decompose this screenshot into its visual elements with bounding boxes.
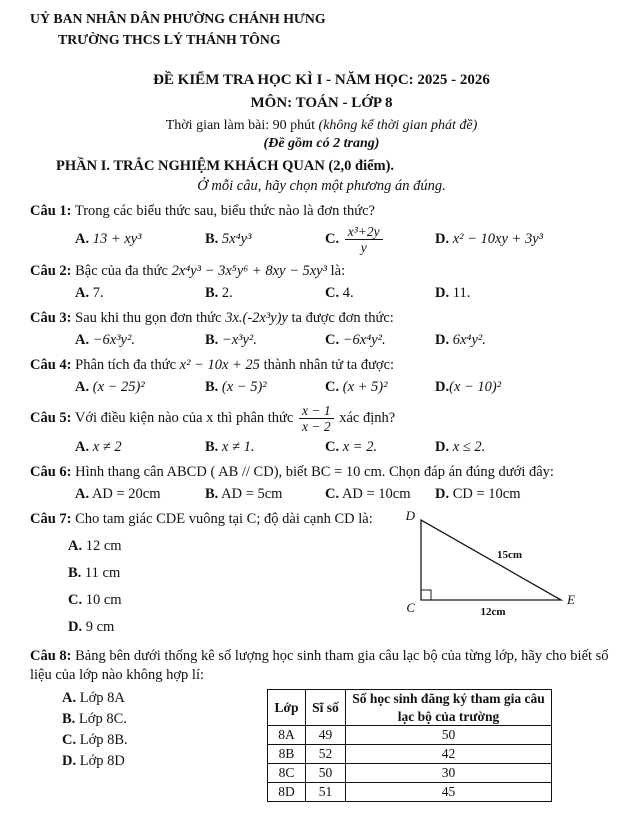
cell-registered: 50: [346, 726, 552, 745]
q6-option-b-text: AD = 5cm: [221, 485, 283, 502]
q1-option-c-denominator: y: [360, 240, 367, 256]
exam-title: ĐỀ KIỂM TRA HỌC KÌ I - NĂM HỌC: 2025 - 2026: [153, 72, 490, 89]
q5-option-d: [435, 438, 613, 457]
q1-option-d-letter: D.: [435, 231, 450, 248]
question-6-options: [30, 485, 613, 504]
q4-option-b-letter: B.: [205, 379, 219, 396]
q3-option-b: [205, 331, 325, 350]
question-2-options: [30, 284, 613, 303]
question-1: [30, 202, 613, 255]
q3-option-d: [435, 331, 613, 350]
table-row: [268, 782, 552, 801]
q5-option-b: [205, 438, 325, 457]
q8-option-a: [62, 689, 267, 708]
q8-option-d: [62, 752, 267, 771]
question-6-text: Hình thang cân ABCD ( AB // CD), biết BC = 10 cm. Chọn đáp án đúng dưới đây:: [75, 463, 554, 480]
column-header-class: Lớp: [268, 689, 306, 726]
question-4-number: Câu 4:: [30, 357, 72, 374]
q6-option-d: [435, 485, 613, 504]
q4-option-d-letter: D.: [435, 379, 450, 396]
q5-option-d-letter: D.: [435, 438, 450, 455]
q3-option-c-letter: C.: [325, 331, 340, 348]
q3-option-a-letter: A.: [75, 331, 90, 348]
q2-option-b: [205, 284, 325, 303]
q1-option-c-fraction: [345, 224, 383, 255]
q3-option-b-letter: B.: [205, 331, 219, 348]
q2-option-a: [75, 284, 205, 303]
q4-option-a-letter: A.: [75, 379, 90, 396]
q8-option-c: [62, 731, 267, 750]
q8-option-c-text: Lớp 8B.: [79, 732, 128, 748]
cell-size: 49: [306, 726, 346, 745]
vertex-d-label: D: [405, 507, 415, 523]
question-7-number: Câu 7:: [30, 510, 72, 527]
q4-option-b: [205, 378, 325, 397]
subject-title: MÔN: TOÁN - LỚP 8: [250, 95, 393, 112]
q3-option-c-text: −6x⁴y².: [342, 331, 386, 348]
q5-option-b-text: x ≠ 1.: [221, 438, 255, 455]
q3-option-d-letter: D.: [435, 331, 450, 348]
cell-registered: 45: [346, 782, 552, 801]
question-2-stem: [30, 262, 613, 281]
q7-option-c-letter: C.: [68, 592, 83, 609]
q2-option-c-letter: C.: [325, 284, 340, 301]
question-5-fraction: [299, 403, 334, 434]
cell-class: 8B: [268, 745, 306, 764]
q8-option-a-letter: A.: [62, 689, 77, 706]
question-4-text-post: thành nhân tử ta được:: [259, 357, 395, 374]
q2-option-d: [435, 284, 613, 303]
q5-option-c: [325, 438, 435, 457]
question-5-number: Câu 5:: [30, 410, 72, 427]
question-1-number: Câu 1:: [30, 203, 72, 220]
column-header-registered: Số học sinh đăng ký tham gia câu lạc bộ của trường: [346, 689, 552, 726]
q1-option-b-text: 5x⁴y³: [221, 231, 252, 248]
right-angle-marker: [421, 590, 431, 600]
q7-option-b-letter: B.: [68, 565, 82, 582]
q3-option-d-text: 6x⁴y².: [452, 331, 486, 348]
question-2-math: 2x⁴y³ − 3x⁵y⁶ + 8xy − 5xy³: [171, 262, 327, 279]
question-8-body: [30, 687, 613, 802]
q8-option-d-letter: D.: [62, 753, 77, 770]
pages-note: (Đề gồm có 2 trang): [263, 136, 380, 152]
q1-option-c: [325, 224, 435, 255]
table-row: [268, 726, 552, 745]
base-length-label: 12cm: [480, 605, 506, 618]
q6-option-a-text: AD = 20cm: [91, 485, 161, 502]
q5-option-a: [75, 438, 205, 457]
triangle-shape: [421, 520, 561, 600]
q5-option-d-text: x ≤ 2.: [452, 438, 486, 455]
vertex-e-label: E: [567, 591, 575, 607]
question-8-options: [30, 687, 267, 802]
hypotenuse-length-label: 15cm: [497, 548, 523, 561]
question-1-options: [30, 224, 613, 255]
question-3-text-post: ta được đơn thức:: [287, 309, 394, 326]
q6-option-c-letter: C.: [325, 485, 340, 502]
q8-option-a-text: Lớp 8A: [79, 689, 125, 706]
q6-option-d-text: CD = 10cm: [452, 485, 521, 502]
cell-class: 8D: [268, 782, 306, 801]
q7-option-a-letter: A.: [68, 538, 83, 554]
q6-option-a-letter: A.: [75, 485, 90, 502]
q6-option-b: [205, 485, 325, 504]
q5-option-c-text: x = 2.: [342, 438, 378, 455]
q4-option-c: [325, 378, 435, 397]
q2-option-c: [325, 284, 435, 303]
column-header-size: Sĩ số: [306, 689, 346, 726]
table-row: [268, 764, 552, 783]
q6-option-a: [75, 485, 205, 504]
q1-option-a-text: 13 + xy³: [92, 231, 142, 248]
q3-option-a-text: −6x³y².: [92, 331, 135, 348]
question-3-stem: [30, 309, 613, 328]
question-4: [30, 356, 613, 397]
question-8-stem: [30, 647, 613, 685]
q4-option-c-text: (x + 5)²: [342, 379, 388, 396]
question-3-math: 3x.(-2x³y)y: [225, 309, 288, 326]
question-4-options: [30, 378, 613, 397]
q5-option-b-letter: B.: [205, 438, 219, 455]
q8-option-b-letter: B.: [62, 710, 76, 727]
q1-option-b-letter: B.: [205, 231, 219, 248]
question-5-text-post: xác định?: [335, 410, 396, 427]
question-3-text-pre: Sau khi thu gọn đơn thức: [75, 309, 226, 326]
cell-registered: 42: [346, 745, 552, 764]
q4-option-d: [435, 378, 613, 397]
q7-option-b-text: 11 cm: [84, 565, 121, 582]
question-6: [30, 463, 613, 504]
cell-class: 8A: [268, 726, 306, 745]
q4-option-b-text: (x − 5)²: [221, 379, 267, 396]
q6-option-c: [325, 485, 435, 504]
question-4-text-pre: Phân tích đa thức: [75, 357, 180, 374]
q1-option-d-text: x² − 10xy + 3y³: [452, 231, 543, 248]
q2-option-b-letter: B.: [205, 284, 219, 301]
cell-size: 52: [306, 745, 346, 764]
q2-option-a-text: 7.: [92, 284, 104, 301]
q3-option-b-text: −x³y².: [221, 331, 257, 348]
cell-size: 50: [306, 764, 346, 783]
q2-option-d-letter: D.: [435, 284, 450, 301]
question-8: [30, 647, 613, 802]
school-name: TRƯỜNG THCS LÝ THÁNH TÔNG: [58, 32, 281, 48]
question-2: [30, 262, 613, 303]
q1-option-c-numerator: x³+2y: [345, 224, 383, 240]
cell-size: 51: [306, 782, 346, 801]
q6-option-c-text: AD = 10cm: [341, 485, 411, 502]
q3-option-c: [325, 331, 435, 350]
q2-option-c-text: 4.: [342, 284, 354, 301]
question-1-stem: [30, 202, 613, 221]
q5-option-a-letter: A.: [75, 438, 90, 455]
q4-option-c-letter: C.: [325, 379, 340, 396]
question-7: [30, 507, 613, 638]
time-prefix: Thời gian làm bài: 90 phút: [165, 118, 319, 133]
part1-heading: PHẦN I. TRẮC NGHIỆM KHÁCH QUAN (2,0 điểm).: [56, 157, 395, 174]
q7-option-c-text: 10 cm: [85, 592, 122, 609]
question-2-text-post: là:: [326, 262, 346, 279]
table-row: [268, 745, 552, 764]
q1-option-b: [205, 230, 325, 249]
q2-option-d-text: 11.: [452, 284, 471, 301]
q1-option-a: [75, 230, 205, 249]
q3-option-a: [75, 331, 205, 350]
question-3-number: Câu 3:: [30, 309, 72, 326]
q8-option-d-text: Lớp 8D: [79, 753, 125, 770]
right-triangle-diagram: [393, 508, 583, 626]
question-6-number: Câu 6:: [30, 463, 72, 480]
q8-option-b-text: Lớp 8C.: [78, 710, 127, 727]
time-note: (không kể thời gian phát đề): [318, 118, 478, 133]
q1-option-d: [435, 230, 613, 249]
q1-option-c-letter: C.: [325, 231, 340, 248]
q5-option-a-text: x ≠ 2: [92, 438, 122, 455]
org-name: UỶ BAN NHÂN DÂN PHƯỜNG CHÁNH HƯNG: [30, 11, 326, 26]
question-2-number: Câu 2:: [30, 262, 72, 279]
q4-option-a: [75, 378, 205, 397]
q7-option-d-letter: D.: [68, 619, 83, 636]
letterhead: [30, 10, 613, 49]
q2-option-b-text: 2.: [221, 284, 233, 301]
question-5-text-pre: Với điều kiện nào của x thì phân thức: [74, 410, 297, 427]
club-statistics-table: [267, 689, 552, 802]
q6-option-d-letter: D.: [435, 485, 450, 502]
q7-option-d-text: 9 cm: [85, 619, 115, 636]
q8-option-c-letter: C.: [62, 732, 77, 748]
q4-option-d-text: (x − 10)²: [449, 379, 502, 396]
question-5: [30, 403, 613, 456]
question-1-text: Trong các biểu thức sau, biểu thức nào là đơn thức?: [74, 203, 375, 220]
q6-option-b-letter: B.: [205, 485, 219, 502]
question-5-options: [30, 438, 613, 457]
part1-instruction: Ở mỗi câu, hãy chọn một phương án đúng.: [197, 178, 446, 195]
question-8-number: Câu 8:: [30, 647, 72, 664]
vertex-c-label: C: [406, 599, 415, 615]
question-8-text: Bảng bên dưới thống kê số lượng học sinh tham gia câu lạc bộ của từng lớp, hãy cho biết số liệu của lớp nào không hợp lí:: [30, 647, 609, 683]
time-line: [30, 117, 613, 135]
q7-option-a-text: 12 cm: [85, 538, 122, 554]
q8-option-b: [62, 710, 267, 729]
question-5-stem: [30, 403, 613, 434]
question-2-text-pre: Bậc của đa thức: [75, 262, 172, 279]
question-3-options: [30, 331, 613, 350]
cell-class: 8C: [268, 764, 306, 783]
question-7-text: Cho tam giác CDE vuông tại C; độ dài cạnh CD là:: [75, 510, 373, 527]
question-3: [30, 309, 613, 350]
q5-option-c-letter: C.: [325, 438, 340, 455]
question-5-denominator: x − 2: [301, 419, 331, 435]
question-4-math: x² − 10x + 25: [179, 357, 260, 374]
q1-option-a-letter: A.: [75, 231, 90, 248]
question-5-numerator: x − 1: [299, 403, 334, 419]
question-4-stem: [30, 356, 613, 375]
title-block: [30, 71, 613, 154]
table-header-row: [268, 689, 552, 726]
q4-option-a-text: (x − 25)²: [92, 379, 145, 396]
q2-option-a-letter: A.: [75, 284, 90, 301]
question-6-stem: [30, 463, 613, 482]
cell-registered: 30: [346, 764, 552, 783]
